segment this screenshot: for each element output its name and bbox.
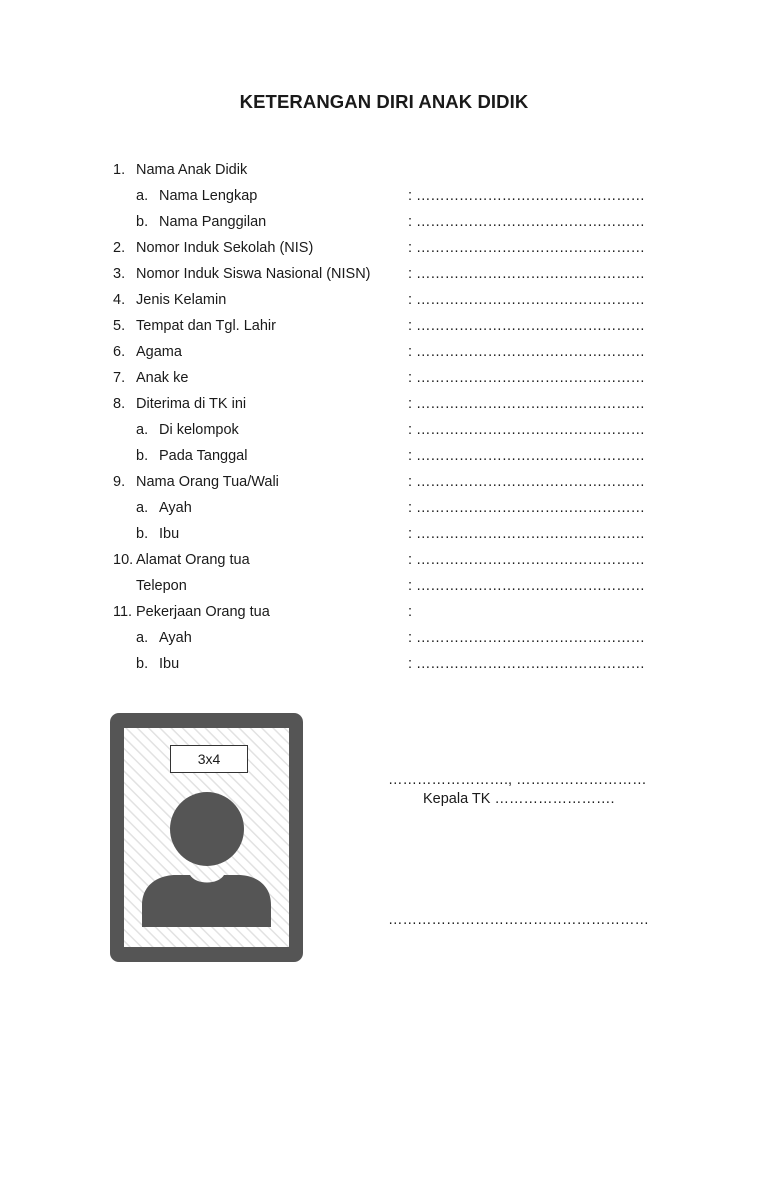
row-number: 4. (113, 292, 126, 308)
row-colon: : (408, 526, 413, 542)
row-fill-line: ………………………………………… (416, 188, 645, 204)
form-row (0, 391, 768, 417)
row-number: a. (136, 188, 149, 204)
row-colon: : (408, 292, 413, 308)
row-fill-line: ………………………………………… (416, 526, 645, 542)
row-number: 11. (113, 604, 133, 620)
row-colon: : (408, 188, 413, 204)
row-colon: : (408, 604, 413, 620)
form-fields (0, 157, 768, 677)
form-row (0, 209, 768, 235)
row-number: b. (136, 656, 149, 672)
row-fill-line: ………………………………………… (416, 240, 645, 256)
row-number: b. (136, 214, 149, 230)
photo-placeholder (110, 713, 303, 962)
form-row (0, 521, 768, 547)
row-number: 1. (113, 162, 126, 178)
row-colon: : (408, 500, 413, 516)
form-row (0, 469, 768, 495)
form-row (0, 339, 768, 365)
row-colon: : (408, 370, 413, 386)
row-number: b. (136, 526, 149, 542)
form-row (0, 235, 768, 261)
row-fill-line: ………………………………………… (416, 266, 645, 282)
row-label: Nama Anak Didik (136, 162, 248, 178)
row-fill-line: ………………………………………… (416, 422, 645, 438)
row-label: Nama Orang Tua/Wali (136, 474, 279, 490)
row-label: Ibu (159, 656, 180, 672)
row-label: Agama (136, 344, 182, 360)
form-row (0, 573, 768, 599)
row-fill-line: ………………………………………… (416, 656, 645, 672)
form-row (0, 157, 768, 183)
row-colon: : (408, 578, 413, 594)
row-label: Diterima di TK ini (136, 396, 247, 412)
row-fill-line: ………………………………………… (416, 370, 645, 386)
signature-name-line: ……………………………………………… (388, 912, 649, 928)
row-colon: : (408, 474, 413, 490)
row-colon: : (408, 552, 413, 568)
form-row (0, 365, 768, 391)
row-colon: : (408, 396, 413, 412)
row-number: 8. (113, 396, 126, 412)
row-label: Ayah (159, 500, 192, 516)
form-row (0, 261, 768, 287)
row-label: Ayah (159, 630, 192, 646)
row-label: Nama Panggilan (159, 214, 267, 230)
form-row (0, 495, 768, 521)
row-colon: : (408, 448, 413, 464)
row-label: Alamat Orang tua (136, 552, 250, 568)
row-number: 6. (113, 344, 126, 360)
row-label: Nomor Induk Siswa Nasional (NISN) (136, 266, 371, 282)
row-label: Jenis Kelamin (136, 292, 227, 308)
row-fill-line: ………………………………………… (416, 344, 645, 360)
row-label: Pada Tanggal (159, 448, 248, 464)
row-fill-line: ………………………………………… (416, 630, 645, 646)
signature-place-date: ……………………., ……………………… (388, 772, 647, 788)
row-number: b. (136, 448, 149, 464)
form-row (0, 417, 768, 443)
row-number: 10. (113, 552, 134, 568)
row-number: 3. (113, 266, 126, 282)
row-fill-line: ………………………………………… (416, 552, 645, 568)
form-row (0, 443, 768, 469)
row-number: 2. (113, 240, 126, 256)
row-colon: : (408, 630, 413, 646)
row-fill-line: ………………………………………… (416, 578, 645, 594)
row-label: Anak ke (136, 370, 189, 386)
row-number: 7. (113, 370, 126, 386)
row-fill-line: ………………………………………… (416, 318, 645, 334)
row-label: Telepon (136, 578, 187, 594)
row-colon: : (408, 318, 413, 334)
form-row (0, 625, 768, 651)
row-label: Nama Lengkap (159, 188, 258, 204)
row-label: Pekerjaan Orang tua (136, 604, 270, 620)
row-colon: : (408, 266, 413, 282)
row-fill-line: ………………………………………… (416, 396, 645, 412)
row-number: a. (136, 500, 149, 516)
row-colon: : (408, 344, 413, 360)
row-colon: : (408, 656, 413, 672)
form-row (0, 183, 768, 209)
row-colon: : (408, 240, 413, 256)
row-number: a. (136, 422, 149, 438)
form-row (0, 287, 768, 313)
row-fill-line: ………………………………………… (416, 292, 645, 308)
form-row (0, 651, 768, 677)
row-fill-line: ………………………………………… (416, 214, 645, 230)
row-label: Nomor Induk Sekolah (NIS) (136, 240, 314, 256)
form-row (0, 313, 768, 339)
page-title: KETERANGAN DIRI ANAK DIDIK (239, 91, 529, 112)
row-fill-line: ………………………………………… (416, 448, 645, 464)
row-label: Tempat dan Tgl. Lahir (136, 318, 276, 334)
form-row (0, 547, 768, 573)
row-number: 5. (113, 318, 126, 334)
form-row (0, 599, 768, 625)
row-number: a. (136, 630, 149, 646)
row-label: Di kelompok (159, 422, 239, 438)
row-label: Ibu (159, 526, 180, 542)
row-colon: : (408, 422, 413, 438)
photo-size-label: 3x4 (170, 745, 248, 773)
row-fill-line: ………………………………………… (416, 474, 645, 490)
row-number: 9. (113, 474, 126, 490)
signature-title: Kepala TK ……………………. (423, 791, 615, 807)
row-colon: : (408, 214, 413, 230)
row-fill-line: ………………………………………… (416, 500, 645, 516)
